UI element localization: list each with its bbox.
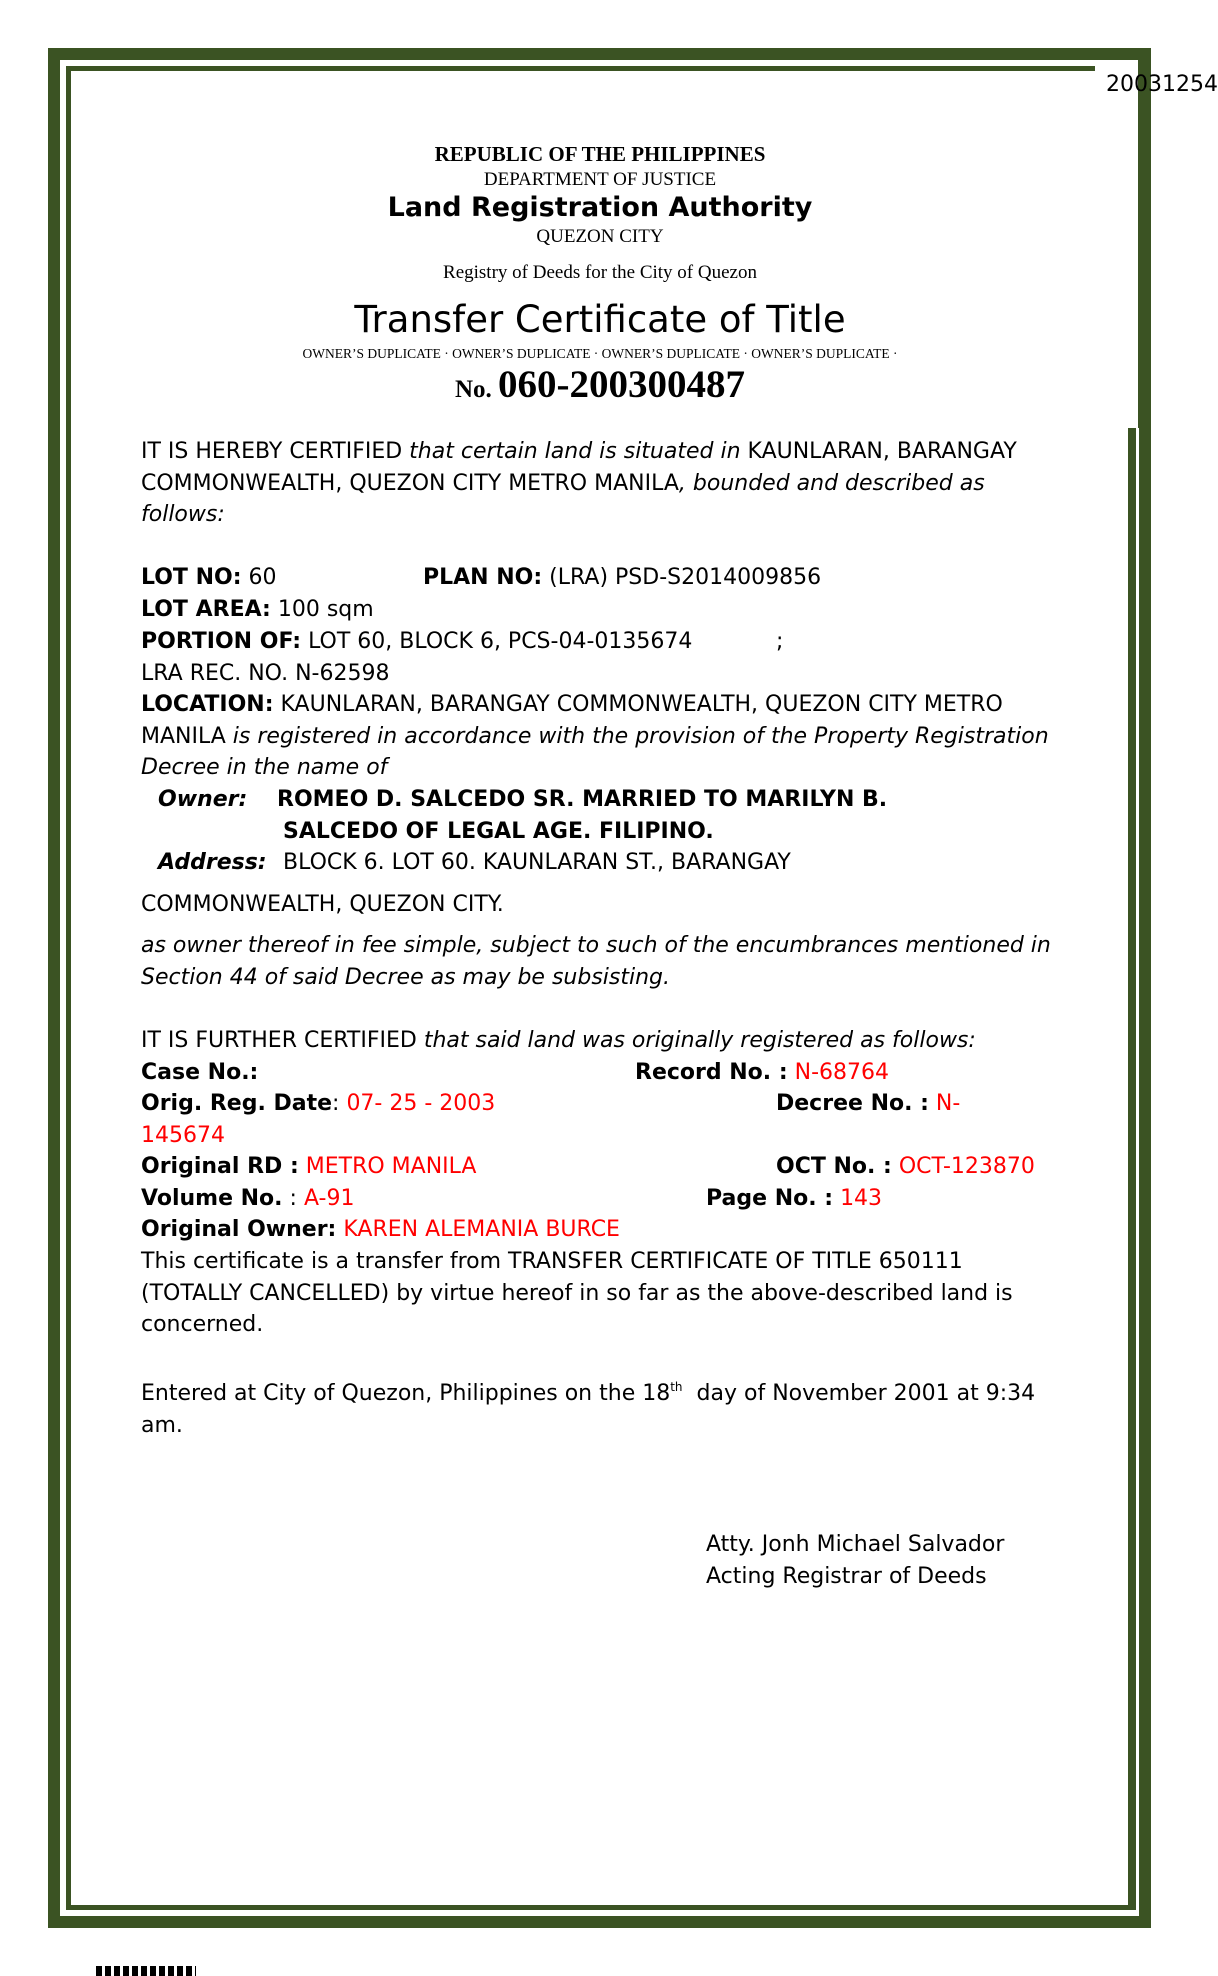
entered-text-1: Entered at City of Quezon, Philippines on the 18 <box>141 1381 671 1406</box>
intro-text-1: IT IS HEREBY CERTIFIED <box>141 439 410 464</box>
case-no-label: Case No.: <box>141 1060 259 1085</box>
lot-area-line <box>141 594 1061 626</box>
portion-label: PORTION OF: <box>141 629 302 654</box>
address-line-2: COMMONWEALTH, QUEZON CITY. <box>141 892 504 917</box>
plan-no-label: PLAN NO: <box>423 565 543 590</box>
certificate-title: Transfer Certificate of Title <box>354 298 846 341</box>
original-owner-value: KAREN ALEMANIA BURCE <box>343 1217 620 1242</box>
decree-no-label: Decree No. : <box>776 1091 929 1116</box>
volume-no-label: Volume No. <box>141 1186 283 1211</box>
number-value: 060-200300487 <box>498 363 746 406</box>
owner-name-line2: SALCEDO OF LEGAL AGE. FILIPINO. <box>283 819 714 844</box>
entered-day-suffix: th <box>670 1380 683 1394</box>
address-line1: BLOCK 6. LOT 60. KAUNLARAN ST., BARANGAY <box>283 850 791 875</box>
orig-rd-line <box>141 1151 1061 1183</box>
registry-heading: Registry of Deeds for the City of Quezon <box>443 262 757 283</box>
owner-label: Owner: <box>158 787 248 812</box>
portion-end: ; <box>776 629 784 654</box>
page-no-label: Page No. : <box>706 1186 834 1211</box>
authority-heading: Land Registration Authority <box>387 192 813 223</box>
qr-code-fragment <box>96 1966 196 1976</box>
orig-reg-line: Orig. Reg. Date: 07- 25 - 2003 Decree No. : N- <box>141 1091 961 1116</box>
certificate-number <box>0 362 1200 407</box>
intro-text-2: that certain land is situated in <box>409 439 748 464</box>
volume-no-value: A-91 <box>303 1186 355 1211</box>
border-right-inner-line <box>1129 428 1136 1910</box>
intro-text-4: , bounded and described as follows: <box>141 470 985 527</box>
number-label: No. <box>454 376 492 403</box>
original-owner-line <box>141 1214 1061 1246</box>
lot-no-label: LOT NO: <box>141 565 242 590</box>
republic-heading: REPUBLIC OF THE PHILIPPINES <box>434 142 766 166</box>
case-record-line <box>141 1057 1061 1089</box>
city-heading: QUEZON CITY <box>536 226 664 247</box>
document-number: 20031254 <box>1106 72 1218 97</box>
intro-location: KAUNLARAN, BARANGAY COMMONWEALTH, QUEZON CITY METRO MANILA <box>141 439 1017 496</box>
original-owner-label: Original Owner: <box>141 1217 337 1242</box>
portion-value: LOT 60, BLOCK 6, PCS-04-0135674 <box>308 629 693 654</box>
entered-paragraph <box>141 1372 1061 1441</box>
decree-no-value-part1: N- <box>935 1091 961 1116</box>
lot-no-line <box>141 562 1061 594</box>
fee-simple-text: as owner thereof in fee simple, subject to such of the encumbrances mentioned in Section 44 of said Decree as may be subsisting. <box>141 933 1051 990</box>
orig-reg-label: Orig. Reg. Date <box>141 1091 333 1116</box>
department-heading: DEPARTMENT OF JUSTICE <box>483 169 717 190</box>
page-no-value: 143 <box>840 1186 883 1211</box>
portion-line <box>141 626 1061 658</box>
plan-no-value: (LRA) PSD-S2014009856 <box>549 565 822 590</box>
record-no-value: N-68764 <box>794 1060 890 1085</box>
location-value: KAUNLARAN, BARANGAY COMMONWEALTH, QUEZON CITY METRO MANILA <box>141 692 1003 749</box>
record-no-label: Record No. : <box>635 1060 788 1085</box>
further-text-1: IT IS FURTHER CERTIFIED <box>141 1028 424 1053</box>
location-label: LOCATION: <box>141 692 274 717</box>
entered-text-2: day of November 2001 at 9:34 am. <box>141 1381 1036 1438</box>
lot-no-value: 60 <box>248 565 277 590</box>
decree-no-continuation: 145674 <box>141 1123 225 1148</box>
signatory-name: Atty. Jonh Michael Salvador <box>706 1532 1005 1557</box>
signatory-title: Acting Registrar of Deeds <box>706 1564 987 1589</box>
orig-reg-value: 07- 25 - 2003 <box>346 1091 496 1116</box>
address-label: Address: <box>158 850 267 875</box>
lot-area-label: LOT AREA: <box>141 597 271 622</box>
further-certified-line <box>141 1025 1061 1057</box>
transfer-paragraph: This certificate is a transfer from TRANSFER CERTIFICATE OF TITLE 650111 (TOTALLY CANCELLED) by virtue hereof in so far as the above-described land is concerned. <box>141 1249 1013 1337</box>
oct-no-label: OCT No. : <box>776 1154 892 1179</box>
orig-rd-label: Original RD : <box>141 1154 299 1179</box>
registered-text: is registered in accordance with the provision of the Property Registration Decree in the name of <box>141 723 1049 780</box>
location-paragraph <box>141 689 1061 784</box>
oct-no-value: OCT-123870 <box>898 1154 1035 1179</box>
orig-rd-value: METRO MANILA <box>305 1154 477 1179</box>
fee-simple-paragraph <box>141 930 1061 993</box>
intro-paragraph <box>141 436 1061 531</box>
lra-rec-line: LRA REC. NO. N-62598 <box>141 661 390 686</box>
further-text-2: that said land was originally registered as follows: <box>423 1028 976 1053</box>
lot-area-value: 100 sqm <box>277 597 374 622</box>
duplicate-line: OWNER’S DUPLICATE · OWNER’S DUPLICATE · OWNER’S DUPLICATE · OWNER’S DUPLICATE · <box>302 346 898 361</box>
owner-name-line1: ROMEO D. SALCEDO SR. MARRIED TO MARILYN B. <box>277 787 888 812</box>
volume-page-line: Volume No. : A-91 Page No. : 143 <box>141 1186 883 1211</box>
